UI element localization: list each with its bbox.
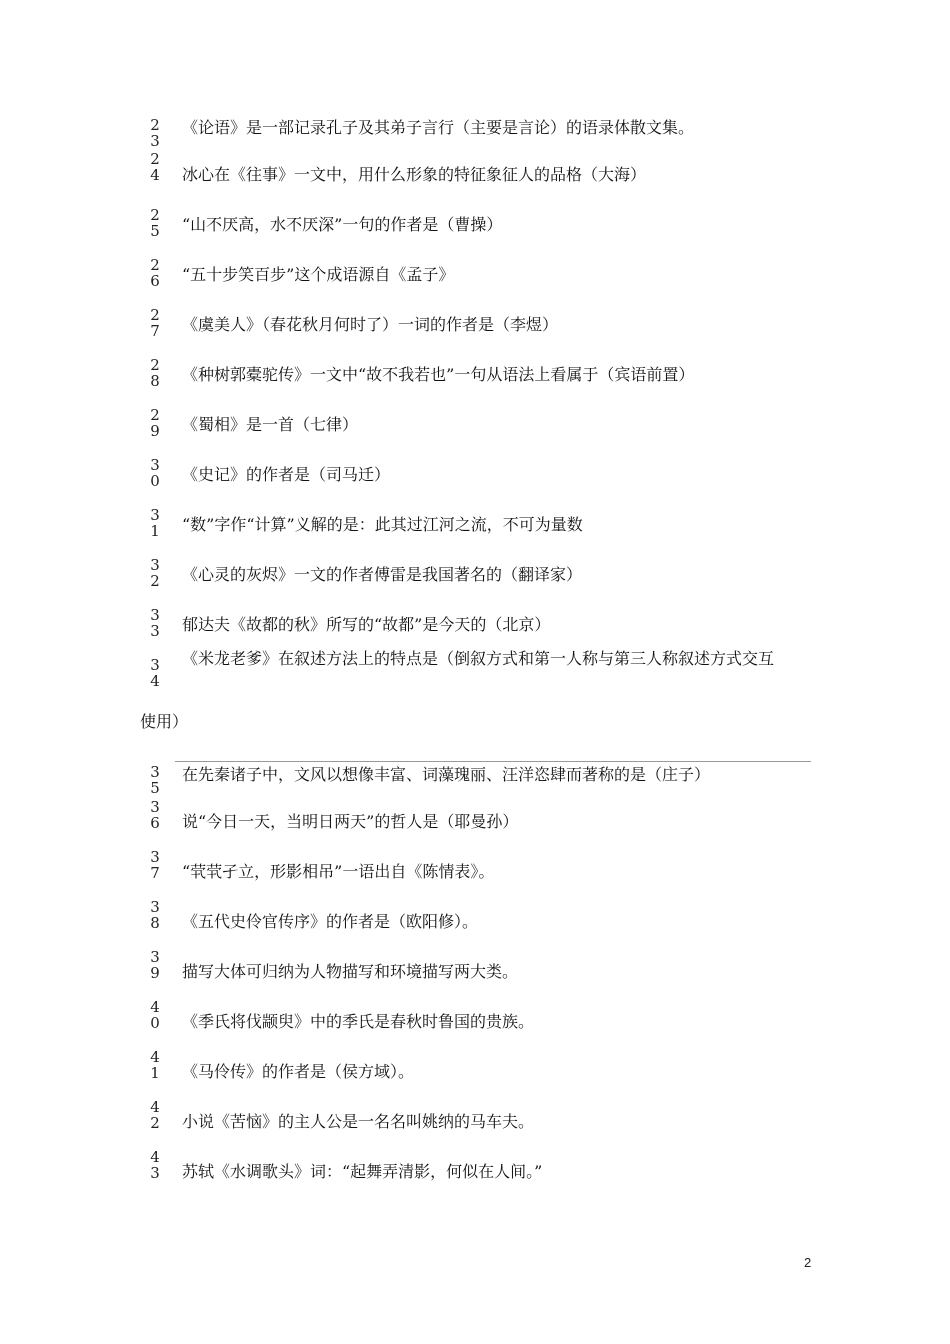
list-item: 2 6 “五十步笑百步”这个成语源自《孟子》 [150,256,455,290]
item-text: 小说《苦恼》的主人公是一名名叫姚纳的马车夫。 [182,1112,535,1131]
item-text: 说“今日一天，当明日两天”的哲人是（耶曼孙） [182,812,519,831]
continuation-text: 使用） [140,712,189,731]
list-item: 3 4 《米龙老爹》在叙述方法上的特点是（倒叙方式和第一人称与第三人称叙述方式交互 [0,658,950,698]
item-text: 《心灵的灰烬》一文的作者傅雷是我国著名的（翻译家） [182,565,583,584]
item-text: 《种树郭橐驼传》一文中“故不我若也”一句从语法上看属于（宾语前置） [182,365,695,384]
list-item: 3 0 《史记》的作者是（司马迁） [150,456,391,490]
list-item: 3 9 描写大体可归纳为人物描写和环境描写两大类。 [150,948,519,982]
item-text: 《论语》是一部记录孔子及其弟子言行（主要是言论）的语录体散文集。 [182,118,695,137]
item-text: “五十步笑百步”这个成语源自《孟子》 [182,265,455,284]
item-text: 苏轼《水调歌头》词：“起舞弄清影，何似在人间。” [182,1162,543,1181]
item-text: 《蜀相》是一首（七律） [182,415,359,434]
divider [175,761,811,762]
list-item: 3 3 郁达夫《故都的秋》所写的“故都”是今天的（北京） [150,606,551,640]
item-text: 描写大体可归纳为人物描写和环境描写两大类。 [182,962,519,981]
list-item: 2 3 《论语》是一部记录孔子及其弟子言行（主要是言论）的语录体散文集。 [150,116,695,150]
list-item: 3 7 “茕茕孑立，形影相吊”一语出自《陈情表》。 [150,848,495,882]
list-item: 4 0 《季氏将伐颛臾》中的季氏是春秋时鲁国的贵族。 [150,998,535,1032]
item-text: “茕茕孑立，形影相吊”一语出自《陈情表》。 [182,862,495,881]
list-item: 3 8 《五代史伶官传序》的作者是（欧阳修）。 [150,898,479,932]
item-text: 《米龙老爹》在叙述方法上的特点是（倒叙方式和第一人称与第三人称叙述方式交互 [182,649,775,668]
item-text: 《史记》的作者是（司马迁） [182,465,391,484]
item-text: 《虞美人》（春花秋月何时了）一词的作者是（李煜） [182,315,559,334]
list-item: 2 7 《虞美人》（春花秋月何时了）一词的作者是（李煜） [150,306,559,340]
item-text: 在先秦诸子中，文风以想像丰富、词藻瑰丽、汪洋恣肆而著称的是（庄子） [182,765,711,784]
item-text: “数”字作“计算”义解的是：此其过江河之流，不可为量数 [182,515,583,534]
item-text: 冰心在《往事》一文中，用什么形象的特征象征人的品格（大海） [182,165,647,184]
list-item: 4 2 小说《苦恼》的主人公是一名名叫姚纳的马车夫。 [150,1098,535,1132]
list-item: 4 1 《马伶传》的作者是（侯方域）。 [150,1048,415,1082]
list-item: 4 3 苏轼《水调歌头》词：“起舞弄清影，何似在人间。” [150,1148,543,1182]
item-text: “山不厌高，水不厌深”一句的作者是（曹操） [182,215,503,234]
list-item: 3 1 “数”字作“计算”义解的是：此其过江河之流，不可为量数 [150,506,583,540]
list-item: 3 2 《心灵的灰烬》一文的作者傅雷是我国著名的（翻译家） [150,556,583,590]
item-text: 《季氏将伐颛臾》中的季氏是春秋时鲁国的贵族。 [182,1012,535,1031]
list-item: 3 6 说“今日一天，当明日两天”的哲人是（耶曼孙） [150,798,519,832]
list-item: 2 9 《蜀相》是一首（七律） [150,406,359,440]
item-text: 《马伶传》的作者是（侯方域）。 [182,1062,415,1081]
list-item: 2 8 《种树郭橐驼传》一文中“故不我若也”一句从语法上看属于（宾语前置） [150,356,695,390]
item-text: 《五代史伶官传序》的作者是（欧阳修）。 [182,912,479,931]
page-number: 2 [804,1255,812,1270]
item-text: 郁达夫《故都的秋》所写的“故都”是今天的（北京） [182,615,551,634]
list-item: 2 4 冰心在《往事》一文中，用什么形象的特征象征人的品格（大海） [150,150,647,184]
list-item: 3 5 在先秦诸子中，文风以想像丰富、词藻瑰丽、汪洋恣肆而著称的是（庄子） [150,763,711,797]
list-item: 2 5 “山不厌高，水不厌深”一句的作者是（曹操） [150,206,503,240]
